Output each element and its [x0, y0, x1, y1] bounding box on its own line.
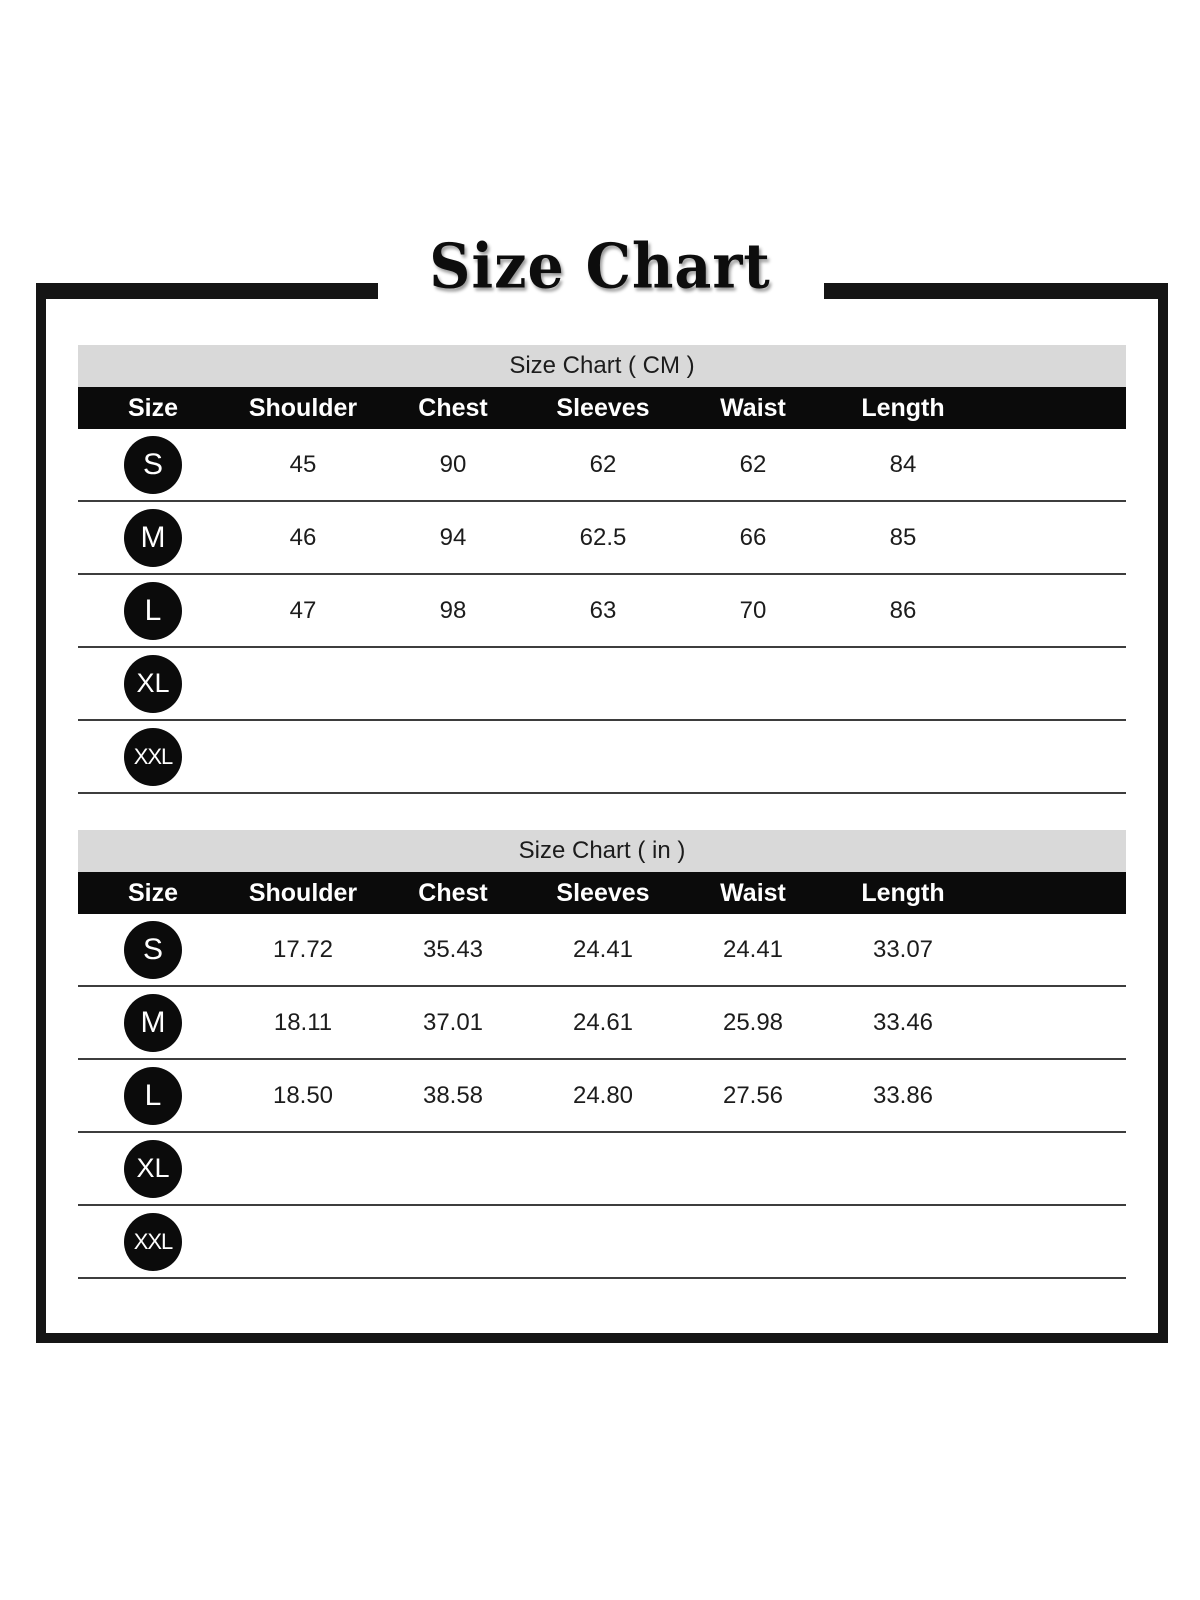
cell-value: 24.41: [572, 935, 634, 963]
cell-value: 38.58: [422, 1081, 484, 1109]
cell-value: 18.11: [273, 1008, 333, 1036]
size-cell: [78, 436, 228, 494]
column-header-length: Length: [861, 878, 945, 907]
column-header-waist: Waist: [720, 878, 786, 907]
size-badge: L: [124, 582, 182, 640]
size-badge: XXL: [124, 1213, 182, 1271]
table-header-row: [78, 872, 1126, 914]
size-badge: S: [124, 436, 182, 494]
cell-value: 24.61: [572, 1008, 634, 1036]
cell-value: 27.56: [722, 1081, 784, 1109]
size-cell: [78, 728, 228, 786]
size-badge: L: [124, 1067, 182, 1125]
cell-value: 62.5: [579, 523, 627, 551]
size-badge: M: [124, 994, 182, 1052]
column-header-sleeves: Sleeves: [556, 878, 650, 907]
cell-value: 37.01: [422, 1008, 484, 1036]
size-cell: [78, 1213, 228, 1271]
cell-value: 70: [739, 596, 767, 624]
cell-value: 45: [289, 450, 317, 478]
size-cell: [78, 509, 228, 567]
column-header-chest: Chest: [418, 878, 488, 907]
size-cell: [78, 994, 228, 1052]
size-cell: [78, 582, 228, 640]
table-row-xxl: [78, 721, 1126, 794]
size-badge: S: [124, 921, 182, 979]
cell-value: 35.43: [422, 935, 484, 963]
cell-value: 18.50: [272, 1081, 334, 1109]
size-table-in: [78, 830, 1126, 1279]
table-row-xl: [78, 648, 1126, 721]
cell-value: 24.80: [572, 1081, 634, 1109]
cell-value: 47: [289, 596, 317, 624]
size-cell: [78, 655, 228, 713]
column-header-shoulder: Shoulder: [248, 878, 358, 907]
page-title: [0, 230, 1200, 303]
cell-value: 66: [739, 523, 767, 551]
cell-value: 17.72: [272, 935, 334, 963]
column-header-chest: Chest: [418, 393, 488, 422]
table-row-m: [78, 502, 1126, 575]
cell-value: 63: [589, 596, 617, 624]
page-title-text: Size Chart: [429, 230, 771, 303]
cell-value: 25.98: [722, 1008, 784, 1036]
table-header-row: [78, 387, 1126, 429]
table-row-xxl: [78, 1206, 1126, 1279]
size-badge: XL: [124, 655, 182, 713]
size-table-cm: [78, 345, 1126, 794]
cell-value: 24.41: [722, 935, 784, 963]
cell-value: 86: [889, 596, 917, 624]
table-row-xl: [78, 1133, 1126, 1206]
cell-value: 33.07: [872, 935, 934, 963]
table-row-s: [78, 429, 1126, 502]
cell-value: 62: [739, 450, 767, 478]
content-frame: [36, 283, 1168, 1343]
column-header-size: Size: [127, 393, 179, 422]
cell-value: 85: [889, 523, 917, 551]
table-row-s: [78, 914, 1126, 987]
column-header-size: Size: [127, 878, 179, 907]
cell-value: 46: [289, 523, 317, 551]
cell-value: 84: [889, 450, 917, 478]
column-header-waist: Waist: [720, 393, 786, 422]
cell-value: 33.86: [872, 1081, 934, 1109]
cell-value: 33.46: [872, 1008, 934, 1036]
column-header-shoulder: Shoulder: [248, 393, 358, 422]
cell-value: 62: [589, 450, 617, 478]
table-caption: Size Chart ( in ): [78, 830, 1126, 872]
cell-value: 90: [439, 450, 467, 478]
cell-value: 94: [439, 523, 467, 551]
size-cell: [78, 1067, 228, 1125]
size-cell: [78, 1140, 228, 1198]
column-header-sleeves: Sleeves: [556, 393, 650, 422]
table-row-l: [78, 1060, 1126, 1133]
table-caption: Size Chart ( CM ): [78, 345, 1126, 387]
table-row-m: [78, 987, 1126, 1060]
size-badge: XXL: [124, 728, 182, 786]
table-row-l: [78, 575, 1126, 648]
size-badge: XL: [124, 1140, 182, 1198]
size-cell: [78, 921, 228, 979]
size-badge: M: [124, 509, 182, 567]
column-header-length: Length: [861, 393, 945, 422]
cell-value: 98: [439, 596, 467, 624]
